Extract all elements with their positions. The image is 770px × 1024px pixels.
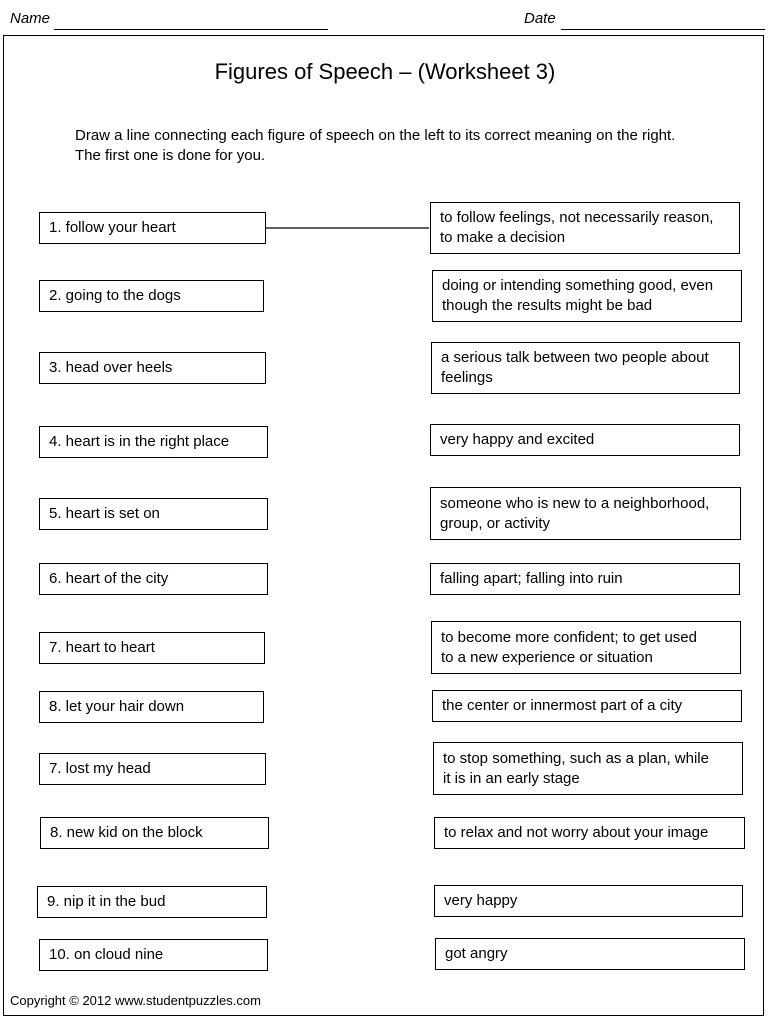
figure-box[interactable] [39, 212, 266, 244]
figure-box[interactable] [39, 498, 268, 530]
figure-label: 10. on cloud nine [49, 946, 164, 963]
meaning-box[interactable] [434, 817, 745, 849]
worksheet-title: Figures of Speech – (Worksheet 3) [214, 59, 556, 84]
meaning-box[interactable] [430, 563, 740, 595]
figure-label: 7. heart to heart [49, 639, 155, 656]
figure-label: 2. going to the dogs [49, 287, 181, 304]
meaning-box[interactable] [433, 742, 743, 795]
meaning-box[interactable] [430, 202, 740, 254]
meaning-box[interactable] [431, 621, 741, 674]
figure-box[interactable] [39, 280, 264, 312]
instruction-line: The first one is done for you. [75, 147, 266, 164]
figure-box[interactable] [37, 886, 267, 918]
copyright-notice: Copyright © 2012 www.studentpuzzles.com [10, 993, 261, 1008]
meaning-box[interactable] [432, 270, 742, 322]
instruction-line: Draw a line connecting each figure of speech on the left to its correct meaning on the right. [75, 127, 676, 144]
meaning-box[interactable] [432, 690, 742, 722]
figure-box[interactable] [39, 563, 268, 595]
date-label: Date [524, 10, 556, 27]
meaning-line: very happy [444, 892, 518, 909]
meaning-line: to stop something, such as a plan, while [443, 749, 709, 767]
meaning-line: a serious talk between two people about [441, 349, 709, 366]
meaning-line: someone who is new to a neighborhood, [440, 494, 710, 512]
figure-box[interactable] [39, 753, 266, 785]
meaning-line: very happy and excited [440, 431, 595, 448]
figure-box[interactable] [39, 632, 265, 664]
figure-box[interactable] [39, 426, 268, 458]
meaning-line: to follow feelings, not necessarily reason, [440, 209, 714, 226]
meaning-line: doing or intending something good, even [442, 277, 714, 294]
figure-label: 9. nip it in the bud [47, 893, 166, 910]
meaning-box[interactable] [430, 487, 741, 540]
meaning-line: falling apart; falling into ruin [440, 570, 623, 587]
figure-label: 8. let your hair down [49, 698, 185, 715]
meaning-line: got angry [445, 945, 508, 962]
meaning-line: group, or activity [440, 514, 551, 532]
meaning-line: to a new experience or situation [441, 648, 653, 666]
figure-box[interactable] [40, 817, 269, 849]
figure-label: 8. new kid on the block [50, 824, 203, 841]
meaning-box[interactable] [430, 424, 740, 456]
meaning-line: to become more confident; to get used [441, 628, 697, 646]
meaning-box[interactable] [434, 885, 743, 917]
meaning-box[interactable] [435, 938, 745, 970]
figure-label: 4. heart is in the right place [49, 433, 230, 450]
name-label: Name [10, 10, 51, 27]
figure-box[interactable] [39, 352, 266, 384]
meaning-line: the center or innermost part of a city [442, 697, 683, 714]
figure-label: 1. follow your heart [49, 219, 176, 236]
meaning-line: it is in an early stage [443, 769, 580, 787]
figure-label: 6. heart of the city [49, 570, 169, 587]
figure-label: 3. head over heels [49, 359, 173, 376]
figure-box[interactable] [39, 939, 268, 971]
figure-box[interactable] [39, 691, 264, 723]
meaning-line: feelings [441, 369, 493, 386]
meaning-line: to relax and not worry about your image [444, 824, 709, 841]
figure-label: 5. heart is set on [49, 505, 160, 522]
meaning-box[interactable] [431, 342, 740, 394]
meaning-line: though the results might be bad [442, 297, 653, 314]
meaning-line: to make a decision [440, 229, 566, 246]
figure-label: 7. lost my head [49, 760, 151, 777]
